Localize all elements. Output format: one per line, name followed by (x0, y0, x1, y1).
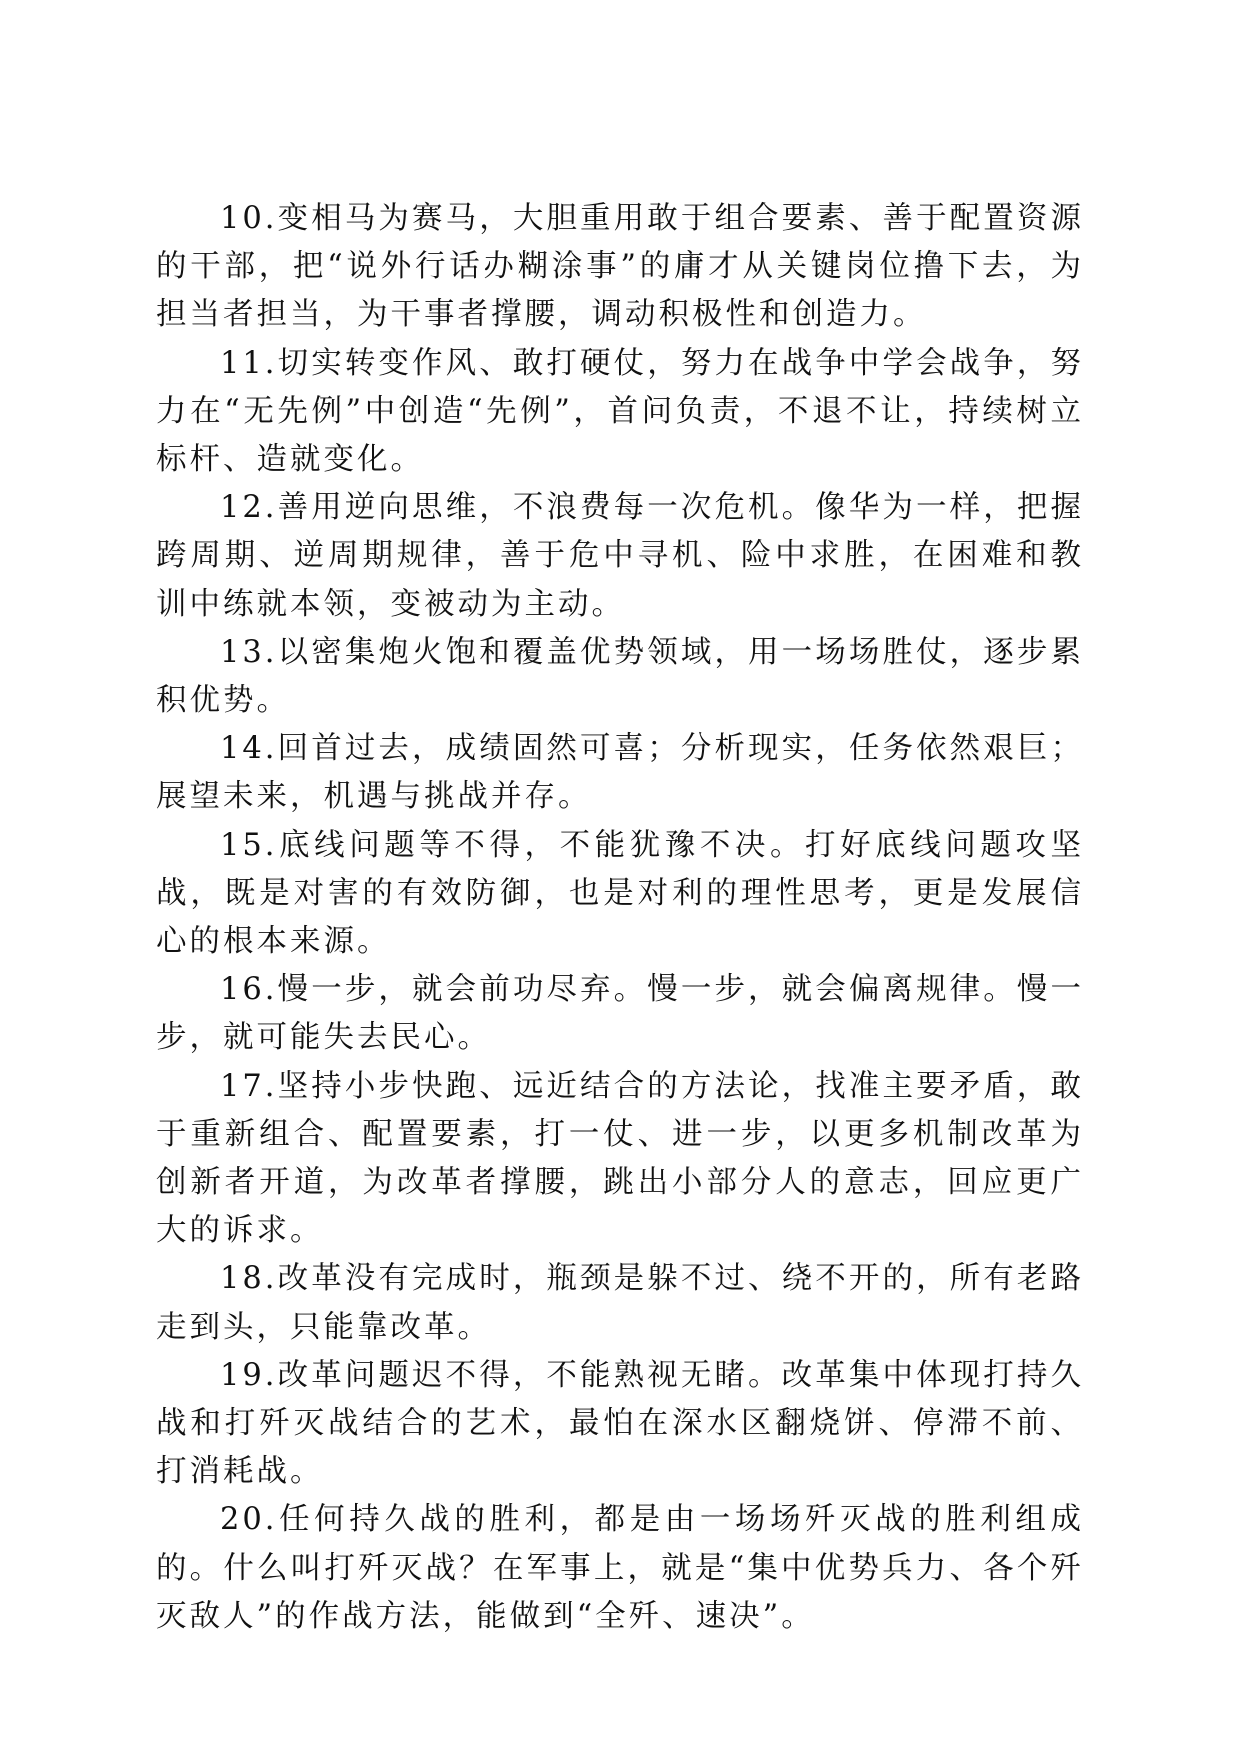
paragraph-15: 15.底线问题等不得，不能犹豫不决。打好底线问题攻坚战，既是对害的有效防御，也是对利的理性思考，更是发展信心的根本来源。 (156, 827, 1084, 960)
paragraph-19: 19.改革问题迟不得，不能熟视无睹。改革集中体现打持久战和打歼灭战结合的艺术，最怕在深水区翻烧饼、停滞不前、打消耗战。 (156, 1357, 1084, 1490)
paragraph-13: 13.以密集炮火饱和覆盖优势领域，用一场场胜仗，逐步累积优势。 (156, 634, 1084, 719)
paragraph-12: 12.善用逆向思维，不浪费每一次危机。像华为一样，把握跨周期、逆周期规律，善于危中寻机、险中求胜，在困难和教训中练就本领，变被动为主动。 (156, 490, 1084, 622)
paragraph-16: 16.慢一步，就会前功尽弃。慢一步，就会偏离规律。慢一步，就可能失去民心。 (156, 972, 1084, 1056)
paragraph-11: 11.切实转变作风、敢打硬仗，努力在战争中学会战争，努力在“无先例”中创造“先例”，首问负责，不退不让，持续树立标杆、造就变化。 (156, 345, 1084, 478)
paragraph-20: 20.任何持久战的胜利，都是由一场场歼灭战的胜利组成的。什么叫打歼灭战？在军事上，就是“集中优势兵力、各个歼灭敌人”的作战方法，能做到“全歼、速决”。 (156, 1502, 1084, 1634)
paragraph-10: 10.变相马为赛马，大胆重用敢于组合要素、善于配置资源的干部，把“说外行话办糊涂事”的庸才从关键岗位撸下去，为担当者担当，为干事者撑腰，调动积极性和创造力。 (156, 201, 1084, 333)
paragraph-17: 17.坚持小步快跑、远近结合的方法论，找准主要矛盾，敢于重新组合、配置要素，打一仗、进一步，以更多机制改革为创新者开道，为改革者撑腰，跳出小部分人的意志，回应更广大的诉求。 (156, 1068, 1084, 1249)
document-body (156, 195, 1084, 1641)
paragraph-18: 18.改革没有完成时，瓶颈是躲不过、绕不开的，所有老路走到头，只能靠改革。 (156, 1261, 1084, 1345)
paragraph-14: 14.回首过去，成绩固然可喜；分析现实，任务依然艰巨；展望未来，机遇与挑战并存。 (156, 731, 1084, 815)
